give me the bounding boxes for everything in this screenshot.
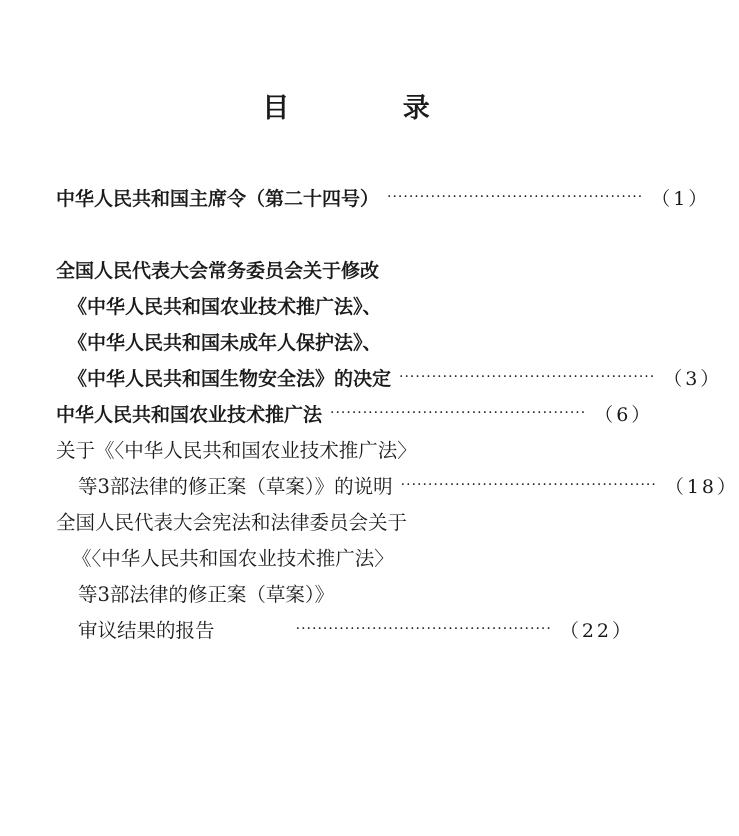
leader-dots: ··············································· xyxy=(387,189,644,205)
toc-entry-explanation-line1[interactable] xyxy=(56,434,634,464)
toc-entry-agricultural-law[interactable] xyxy=(56,398,654,428)
toc-entry-report-line4[interactable] xyxy=(78,614,634,644)
toc-entry-presidential-order[interactable] xyxy=(56,182,711,212)
toc-page-number: （3） xyxy=(663,367,723,390)
toc-page-number: （1） xyxy=(651,187,711,210)
leader-dots: ··············································· xyxy=(295,621,552,637)
toc-page-number: （18） xyxy=(664,475,739,498)
toc-entry-report-line2[interactable] xyxy=(72,542,634,572)
toc-entry-text: 全国人民代表大会宪法和法律委员会关于 xyxy=(56,511,408,534)
toc-entry-text: 《〈中华人民共和国农业技术推广法〉 xyxy=(72,547,394,570)
toc-entry-decision-line2[interactable] xyxy=(68,290,634,320)
page-title: 目 录 xyxy=(262,93,482,124)
toc-entry-decision-line1[interactable] xyxy=(56,254,634,284)
toc-page-number: （22） xyxy=(559,619,634,642)
toc-entry-text: 中华人民共和国主席令（第二十四号） xyxy=(56,187,380,210)
toc-entry-text: 等3部法律的修正案（草案）》的说明 xyxy=(78,475,393,498)
toc-entry-text: 关于《〈中华人民共和国农业技术推广法〉 xyxy=(56,439,417,462)
toc-entry-text: 《中华人民共和国未成年人保护法》、 xyxy=(68,331,382,354)
toc-entry-report-line1[interactable] xyxy=(56,506,634,536)
toc-entry-decision-line3[interactable] xyxy=(68,326,634,356)
leader-dots: ··············································· xyxy=(400,477,657,493)
toc-entry-explanation-line2[interactable] xyxy=(78,470,739,500)
toc-entry-text: 等3部法律的修正案（草案）》 xyxy=(78,583,335,606)
toc-entry-report-line3[interactable] xyxy=(78,578,634,608)
toc-entry-text: 《中华人民共和国生物安全法》的决定 xyxy=(68,367,392,390)
toc-entry-text: 《中华人民共和国农业技术推广法》、 xyxy=(68,295,382,318)
toc-entry-text: 全国人民代表大会常务委员会关于修改 xyxy=(56,259,380,282)
toc-page-number: （6） xyxy=(594,403,654,426)
toc-entry-text: 审议结果的报告 xyxy=(78,619,215,642)
toc-entry-decision-line4[interactable] xyxy=(68,362,723,392)
leader-dots: ··············································· xyxy=(399,369,656,385)
toc-entry-text: 中华人民共和国农业技术推广法 xyxy=(56,403,323,426)
leader-dots: ··············································· xyxy=(330,405,587,421)
